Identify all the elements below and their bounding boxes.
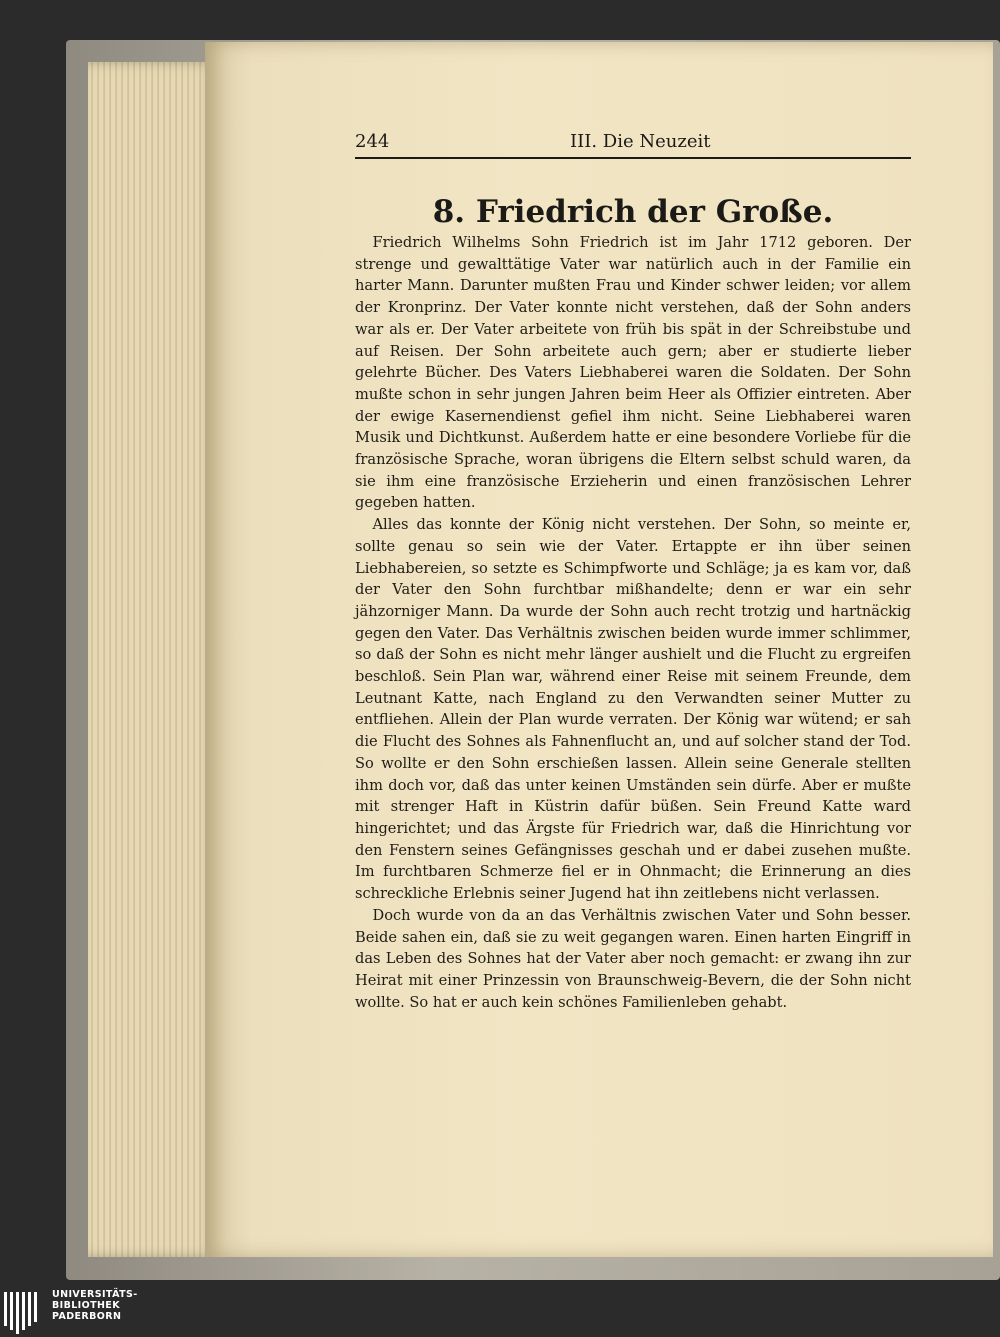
page-header bbox=[355, 127, 911, 159]
page-edges bbox=[88, 62, 218, 1257]
page-number: 244 bbox=[355, 131, 390, 152]
logo-line-3: PADERBORN bbox=[52, 1311, 122, 1322]
paragraph-2: Alles das konnte der König nicht verstehen. Der Sohn, so meinte er, sollte genau so sein wie der Vater. Ertappte er ihn über seinen Liebhabereien, so setzte es Schimpfworte und Schläge; ja es kam vor, daß der Vater den Sohn furchtbar mißhandelte; denn er war ein sehr jähzorniger Mann. Da wurde der Sohn auch recht trotzig und hartnäckig gegen den Vater. Das Verhältnis zwischen beiden wurde immer schlimmer, so daß der Sohn es nicht mehr länger aushielt und die Flucht zu ergreifen beschloß. Sein Plan war, während einer Reise mit seinem Freunde, dem Leutnant Katte, nach England zu den Verwandten seiner Mutter zu entfliehen. Allein der Plan wurde verraten. Der König war wütend; er sah die Flucht des Sohnes als Fahnenflucht an, und auf solcher stand der Tod. So wollte er den Sohn erschießen lassen. Allein seine Generale stellten ihm doch vor, daß das unter keinen Umständen sein dürfe. Aber er mußte mit strenger Haft in Küstrin dafür büßen. Sein Freund Katte ward hingerichtet; und das Ärgste für Friedrich war, daß die Hinrichtung vor den Fenstern seines Gefängnisses geschah und er dabei zusehen mußte. Im furchtbaren Schmerze fiel er in Ohnmacht; die Erinnerung an dies schreckliche Erlebnis seiner Jugend hat ihn zeitlebens nicht verlassen. bbox=[355, 516, 911, 903]
running-head: III. Die Neuzeit bbox=[570, 131, 711, 152]
chapter-title: 8. Friedrich der Große. bbox=[432, 194, 834, 230]
paragraph-1: Friedrich Wilhelms Sohn Friedrich ist im Jahr 1712 geboren. Der strenge und gewalttätige Vater war natürlich auch in der Familie ein harter Mann. Darunter mußten Frau und Kinder schwer leiden; vor allem der Kronprinz. Der Vater konnte nicht verstehen, daß der Sohn anders war als er. Der Vater arbeitete von früh bis spät in der Schreibstube und auf Reisen. Der Sohn arbeitete auch gern; aber er studierte lieber gelehrte Bücher. Des Vaters Liebhaberei waren die Soldaten. Der Sohn mußte schon in sehr jungen Jahren beim Heer als Offizier eintreten. Aber der ewige Kasernendienst gefiel ihm nicht. Seine Liebhaberei waren Musik und Dichtkunst. Außerdem hatte er eine besondere Vorliebe für die französische Sprache, woran übrigens die Eltern selbst schuld waren, da sie ihm eine französische Erzieherin und einen französischen Lehrer gegeben hatten. bbox=[355, 234, 911, 512]
library-logo-icon bbox=[2, 1288, 46, 1334]
library-logo bbox=[0, 1284, 160, 1337]
library-logo-text bbox=[52, 1289, 160, 1322]
logo-line-2: BIBLIOTHEK bbox=[52, 1300, 120, 1311]
logo-line-1: UNIVERSITÄTS- bbox=[52, 1289, 138, 1300]
book-page bbox=[205, 42, 993, 1257]
body-text bbox=[355, 232, 911, 1013]
paragraph-3: Doch wurde von da an das Verhältnis zwischen Vater und Sohn besser. Beide sahen ein, daß sie zu weit gegangen waren. Einen harten Eingriff in das Leben des Sohnes hat der Vater aber noch gemacht: er zwang ihn zur Heirat mit einer Prinzessin von Braunschweig-Bevern, die der Sohn nicht wollte. So hat er auch kein schönes Familienleben gehabt. bbox=[355, 906, 911, 1011]
